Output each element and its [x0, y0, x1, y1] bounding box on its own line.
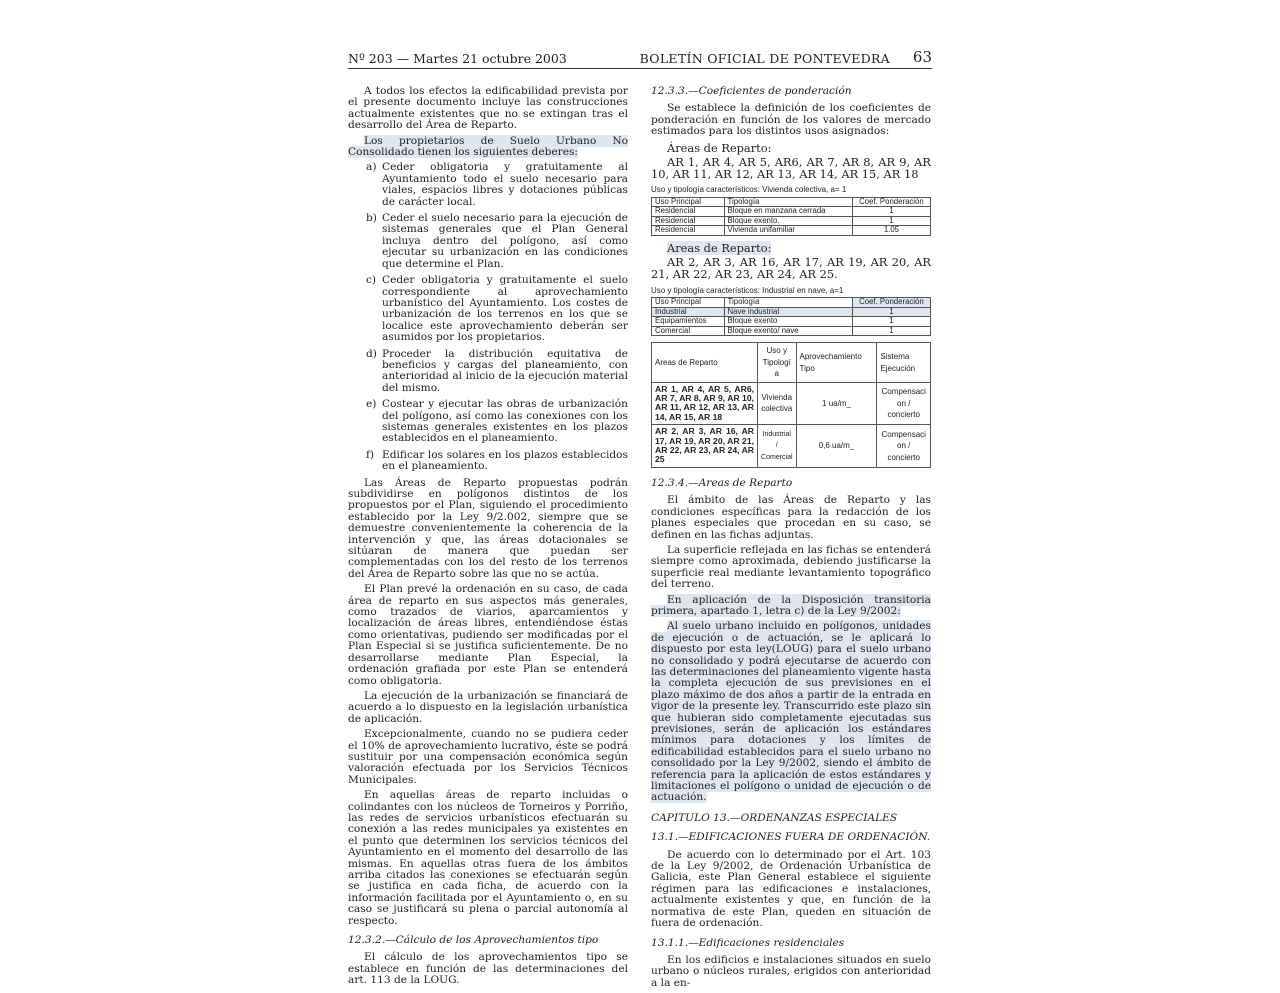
- list-text: Proceder la distribución equitativa de beneficios y cargas del planeamiento, con anterioridad al inicio de la ejecución material del mismo.: [382, 347, 628, 394]
- table-cell: 1: [852, 307, 930, 317]
- paragraph: Se establece la definición de los coeficientes de ponderación en función de los valores de mercado estimados para los distintos usos asignados:: [651, 102, 931, 138]
- list-marker: c): [366, 274, 377, 287]
- paragraph: La ejecución de la urbanización se financiará de acuerdo a lo dispuesto en la legislación urbanística de aplicación.: [348, 689, 628, 725]
- paragraph: Las Áreas de Reparto propuestas podrán subdividirse en polígonos distintos de los propuestos por el Plan, siguiendo el procedimiento establecido por la Ley 9/2.002, siempre que se demuestre convenientemente la coherencia de la intervención y que, las áreas dotacionales se sitúaran de manera que puedan ser complementadas con los del resto de los terrenos del Área de Reparto sobre las que no se actúa.: [348, 476, 628, 580]
- table-cell: Industrial / Comercial: [758, 425, 797, 468]
- table-cell: Compensaci on / concierto: [877, 382, 931, 425]
- highlight: En aplicación de la Disposición transitoria primera, apartado 1, letra c) de la Ley 9/2002:: [651, 593, 931, 617]
- weighting-table-residential: [651, 197, 931, 236]
- table-header-cell: Coef. Ponderación: [852, 298, 930, 308]
- list-item: [366, 349, 628, 395]
- paragraph: El ámbito de las Áreas de Reparto y las condiciones específicas para la redacción de los planes especiales que procedan en su caso, se definen en las fichas adjuntas.: [651, 494, 931, 541]
- table-cell: Industrial: [652, 307, 725, 317]
- list-item: [366, 213, 628, 270]
- publication-title: BOLETÍN OFICIAL DE PONTEVEDRA: [639, 51, 890, 66]
- table-header-cell: Uso Principal: [652, 298, 725, 308]
- list-marker: b): [366, 212, 377, 225]
- list-item: [366, 162, 628, 208]
- table-row: [652, 207, 931, 217]
- table-cell: 1: [852, 317, 930, 327]
- document-page: [348, 0, 932, 989]
- areas-list: AR 1, AR 4, AR 5, AR6, AR 7, AR 8, AR 9, AR 10, AR 11, AR 12, AR 13, AR 14, AR 15, AR 18: [651, 154, 931, 182]
- table-caption: Uso y tipología característicos: Vivienda colectiva, a= 1: [651, 185, 847, 195]
- table-header-row: [652, 343, 931, 382]
- paragraph-highlighted: [348, 136, 628, 159]
- duties-list: [348, 162, 628, 472]
- table-row: [652, 226, 931, 236]
- table-header-cell: Tipología: [724, 298, 852, 308]
- table-header-cell: Uso Principal: [652, 197, 725, 207]
- paragraph: El Plan prevé la ordenación en su caso, de cada área de reparto en sus aspectos más generales, como trazados de viarios, aparcamientos y localización de áreas libres, entendiéndose éstas como orientativas, pudiendo ser modificadas por el Plan Especial si se justifica suficientemente. De no desarrollarse mediante Plan Especial, la ordenación grafiada por este Plan se entenderá como obligatoria.: [348, 583, 628, 687]
- highlight: Los propietarios de Suelo Urbano No Consolidado tienen los siguientes deberes:: [348, 134, 628, 159]
- table-cell: AR 2, AR 3, AR 16, AR 17, AR 19, AR 20, AR 21, AR 22, AR 23, AR 24, AR 25: [652, 425, 758, 468]
- table-caption: Uso y tipología característicos: Industrial en nave, a=1: [651, 285, 844, 295]
- areas-label: Áreas de Reparto:: [667, 140, 772, 155]
- list-marker: e): [366, 398, 377, 411]
- aprovechamiento-table: [651, 342, 931, 467]
- table-cell: 1: [852, 207, 930, 217]
- table-cell: Bloque en manzana cerrada: [724, 207, 852, 217]
- table-row: [652, 317, 931, 327]
- paragraph: Excepcionalmente, cuando no se pudiera ceder el 10% de aprovechamiento lucrativo, éste se podrá sustituir por una compensación económica según valoración efectuada por los Servicios Técnicos Municipales.: [348, 728, 628, 786]
- list-marker: d): [366, 347, 377, 360]
- table-cell: Residencial: [652, 226, 725, 236]
- table-cell: 1: [852, 216, 930, 226]
- table-row: [652, 425, 931, 468]
- paragraph: La superficie reflejada en las fichas se entenderá siempre como aproximada, debiendo justificarse la superficie real mediante levantamiento topográfico del terreno.: [651, 543, 931, 591]
- table-cell: Residencial: [652, 216, 725, 226]
- issue-date: Nº 203 — Martes 21 octubre 2003: [348, 51, 567, 66]
- section-heading: 13.1.—EDIFICACIONES FUERA DE ORDENACIÓN.: [651, 831, 931, 844]
- table-cell: Compensaci on / concierto: [877, 425, 931, 468]
- list-text: Costear y ejecutar las obras de urbanización del polígono, así como las conexiones con los sistemas generales existentes en los plazos establecidos en el planeamiento.: [382, 398, 628, 445]
- section-heading: 12.3.3.—Coeficientes de ponderación: [651, 85, 852, 97]
- paragraph-highlighted: [651, 595, 931, 618]
- paragraph: En aquellas áreas de reparto incluidas o colindantes con los núcleos de Torneiros y Porriño, las redes de servicios urbanísticos efectuarán su conexión a las redes municipales ya existentes en el punto que determinen los servicios técnicos del Ayuntamiento en el momento del desarrollo de las mismas. En aquellas otras fuera de los ámbitos arriba citados las conexiones se efectuarán según se justifica en cada ficha, de acuerdo con la información facilitada por el Ayuntamiento o, en su caso se justificará su plena o parcial autonomía al respecto.: [348, 789, 628, 927]
- table-header-cell: Aprovechamiento Tipo: [796, 343, 877, 382]
- section-heading: 12.3.2.—Cálculo de los Aprovechamientos tipo: [348, 934, 599, 947]
- table-cell: 1.05: [852, 226, 930, 236]
- table-cell: 1 ua/m_: [796, 382, 877, 425]
- section-heading: 12.3.4.—Areas de Reparto: [651, 476, 793, 489]
- list-item: [366, 450, 628, 473]
- list-text: Edificar los solares en los plazos establecidos en el planeamiento.: [382, 448, 628, 473]
- table-cell: AR 1, AR 4, AR 5, AR6, AR 7, AR 8, AR 9, AR 10, AR 11, AR 12, AR 13, AR 14, AR 15, AR 18: [652, 382, 758, 425]
- table-cell: 0,6 ua/m_: [796, 425, 877, 468]
- highlight: Al suelo urbano incluido en polígonos, unidades de ejecución o de actuación, se le aplicará lo dispuesto por esta ley(LOUG) para el suelo urbano no consolidado y podrá ejecutarse de acuerdo con las determinaciones del planeamiento vigente hasta la completa ejecución de sus previsiones en el plazo máximo de dos años a partir de la entrada en vigor de la presente ley. Transcurrido este plazo sin que hubieran sido completamente ejecutadas sus previsiones, serán de aplicación los estándares mínimos para dotaciones y los límites de edificabilidad establecidos para el suelo urbano no consolidado por la Ley 9/2002, siendo el ámbito de referencia para la aplicación de estos estándares y limitaciones el polígono o unidad de ejecución o de actuación.: [651, 620, 931, 804]
- table-cell: Residencial: [652, 207, 725, 217]
- table-cell: Bloque exento: [724, 317, 852, 327]
- table-cell: Bloque exento.: [724, 216, 852, 226]
- right-column: [651, 86, 931, 993]
- section-heading: 13.1.1.—Edificaciones residenciales: [651, 936, 845, 949]
- left-column: [348, 86, 628, 991]
- paragraph-highlighted: [651, 621, 931, 804]
- list-text: Ceder el suelo necesario para la ejecución de sistemas generales que el Plan General incluya dentro del polígono, así como ejecutar su urbanización en las condiciones que determine el Plan.: [382, 212, 628, 270]
- table-cell: Bloque exento/ nave: [724, 326, 852, 336]
- list-item: [366, 275, 628, 343]
- table-header-cell: Coef. Ponderación: [852, 197, 930, 207]
- list-text: Ceder obligatoria y gratuitamente al Ayuntamiento todo el suelo necesario para viales, espacios libres y dotaciones públicas de carácter local.: [382, 161, 628, 208]
- table-cell: Comercial: [652, 326, 725, 336]
- highlight: Areas de Reparto:: [667, 241, 772, 256]
- paragraph: En los edificios e instalaciones situados en suelo urbano o núcleos rurales, erigidos con anterioridad a la en-: [651, 953, 931, 989]
- table-cell: 1: [852, 326, 930, 336]
- table-header-cell: Tipología: [724, 197, 852, 207]
- weighting-table-industrial: [651, 297, 931, 336]
- table-header-cell: Uso y Tipologí a: [758, 343, 797, 382]
- list-marker: f): [366, 448, 375, 461]
- table-header-row: [652, 298, 931, 308]
- table-cell: Vivienda unifamiliar: [724, 226, 852, 236]
- paragraph: De acuerdo con lo determinado por el Art. 103 de la Ley 9/2002, de Ordenación Urbanística de Galicia, este Plan General establece el siguiente régimen para las edificaciones e instalaciones, actualmente existentes y que, en función de la normativa de este Plan, queden en situación de fuera de ordenación.: [651, 848, 931, 930]
- list-marker: a): [366, 161, 377, 174]
- table-row: [652, 326, 931, 336]
- table-cell: Nave industrial: [724, 307, 852, 317]
- table-header-cell: Sistema Ejecución: [877, 343, 931, 382]
- list-text: Ceder obligatoria y gratuitamente el suelo correspondiente al aprovechamiento urbanístico del Ayuntamiento. Los costes de urbanización de los terrenos en los que se localice este aprovechamiento deberán ser asumidos por los propietarios.: [382, 274, 628, 344]
- page-number: 63: [912, 48, 932, 66]
- list-item: [366, 399, 628, 445]
- table-row: [652, 382, 931, 425]
- chapter-heading: CAPITULO 13.—ORDENANZAS ESPECIALES: [651, 811, 898, 824]
- page-header: [348, 48, 932, 69]
- areas-label: [651, 242, 931, 254]
- table-cell: Equipamientos: [652, 317, 725, 327]
- areas-list: AR 2, AR 3, AR 16, AR 17, AR 19, AR 20, AR 21, AR 22, AR 23, AR 24, AR 25.: [651, 255, 931, 282]
- paragraph: A todos los efectos la edificabilidad prevista por el presente documento incluye las construcciones actualmente existentes que no se extingan tras el desarrollo del Área de Reparto.: [348, 85, 628, 132]
- table-header-cell: Areas de Reparto: [652, 343, 758, 382]
- paragraph: El cálculo de los aprovechamientos tipo se establece en función de las determinaciones del art. 113 de la LOUG.: [348, 951, 628, 987]
- table-cell: Vivienda colectiva: [758, 382, 797, 425]
